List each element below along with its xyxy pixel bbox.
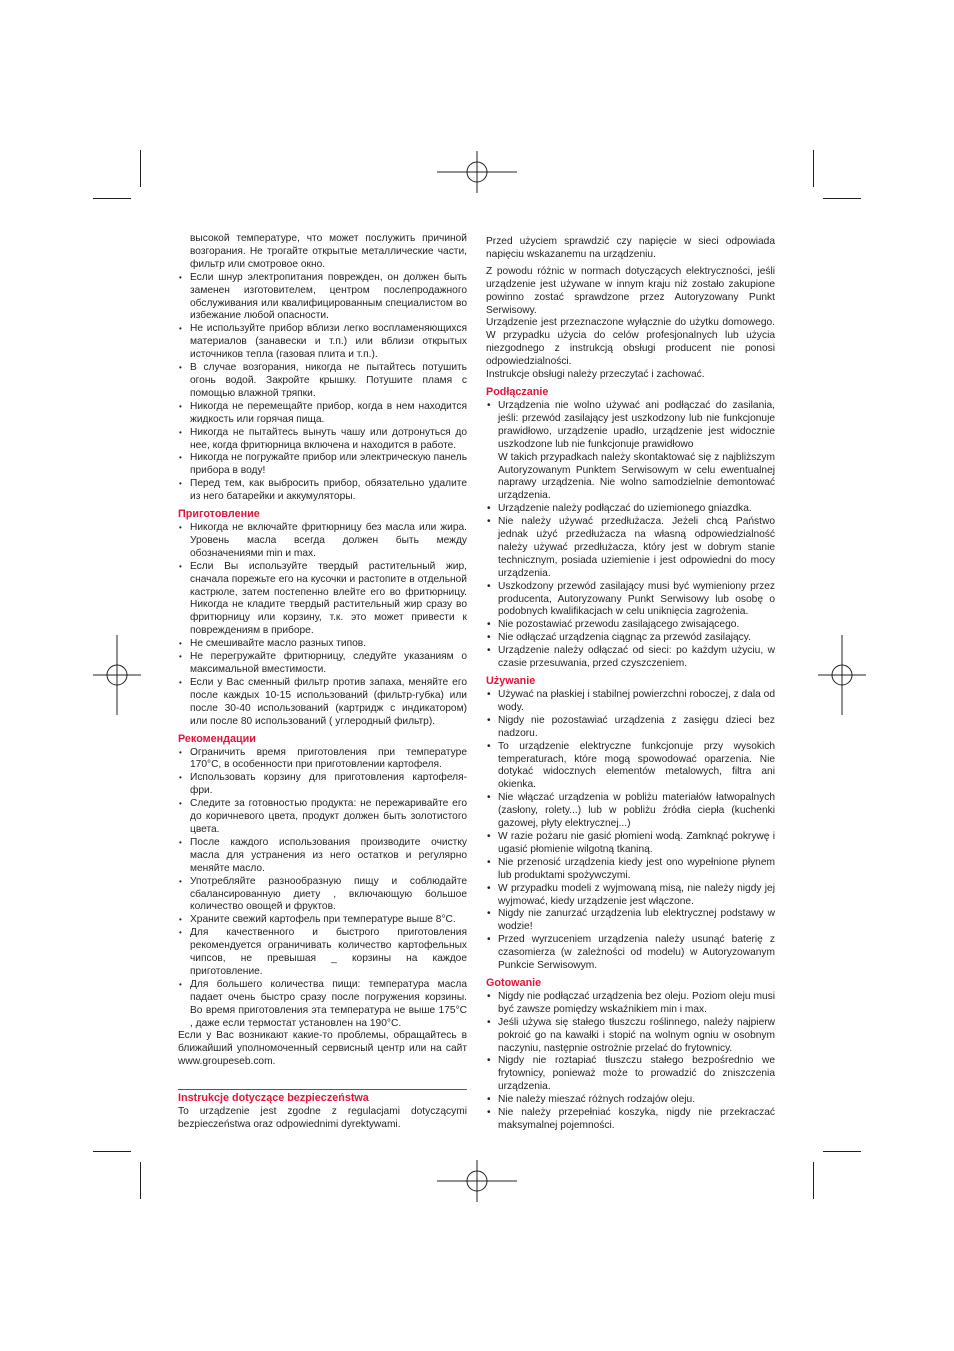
list-item: • Никогда не погружайте прибор или электрическую панель прибора в воду!: [178, 452, 467, 478]
list-item: • Urządzenie należy podłączać do uziemionego gniazdka.: [486, 503, 775, 516]
crop-mark: [93, 198, 131, 199]
paragraph: Если у Вас возникают какие-то проблемы, обращайтесь в ближайший уполномоченный сервисный центр или на сайт www.groupeseb.com.: [178, 1030, 467, 1068]
paragraph: Instrukcje obsługi należy przeczytać i zachować.: [486, 369, 705, 381]
crop-mark: [813, 150, 814, 187]
section-heading: Używanie: [486, 675, 536, 687]
list-item: • Nigdy nie podłączać urządzenia bez oleju. Poziom oleju musi być zawsze pomiędzy wskaźnikiem min i max.: [486, 991, 775, 1017]
list-item: • Przed wyrzuceniem urządzenia należy usunąć baterię z czasomierza (w zależności od modelu) w Autoryzowanym Punkcie Serwisowym.: [486, 934, 775, 973]
registration-mark-top: [437, 148, 517, 196]
safety-list: [178, 272, 467, 504]
cooking-list: [178, 522, 467, 729]
cook-list: [486, 991, 775, 1133]
left-column: [178, 233, 467, 1132]
paragraph: высокой температуре, что может послужить причиной возгорания. Не трогайте открытые металлические части, фильтр или смотровое окно.: [190, 233, 467, 270]
crop-mark: [823, 1151, 861, 1152]
paragraph: To urządzenie jest zgodne z regulacjami dotyczącymi bezpieczeństwa oraz odpowiednimi dyrektywami.: [178, 1106, 467, 1131]
list-item: • В случае возгорания, никогда не пытайтесь потушить огонь водой. Закройте крышку. Потушите пламя с помощью влажной тряпки.: [178, 362, 467, 401]
section-divider: [178, 1089, 467, 1090]
crop-mark: [140, 150, 141, 187]
list-item: • To urządzenie elektryczne funkcjonuje przy wysokich temperaturach, które mogą spowodować oparzenia. Nie dotykać widocznych elementów metalowych, filtra ani okienka.: [486, 741, 775, 793]
crop-mark: [813, 1162, 814, 1199]
list-item: • Перед тем, как выбросить прибор, обязательно удалите из него батарейки и аккумуляторы.: [178, 478, 467, 504]
list-item: • Следите за готовностью продукта: не пережаривайте его до коричневого цвета, продукт должен быть золотистого цвета.: [178, 798, 467, 837]
list-item: • W przypadku modeli z wyjmowaną misą, nie należy nigdy jej wyjmować, kiedy urządzenie jest włączone.: [486, 883, 775, 909]
list-item: • Для качественного и быстрого приготовления рекомендуется ограничивать количество картофельных чипсов, не превышая _ корзины на каждое приготовление.: [178, 927, 467, 979]
crop-mark: [93, 1151, 131, 1152]
list-item: • Если шнур электропитания поврежден, он должен быть заменен изготовителем, центром послепродажного обслуживания или квалифицированным специалистом во избежание любой опасности.: [178, 272, 467, 324]
list-item: • Nigdy nie pozostawiać urządzenia z zasięgu dzieci bez nadzoru.: [486, 715, 775, 741]
right-column: [486, 236, 775, 1133]
list-item: • Nie należy mieszać różnych rodzajów oleju.: [486, 1094, 775, 1107]
list-item: • Не используйте прибор вблизи легко воспламеняющихся материалов (занавески и т.п.) или вблизи открытых источников тепла (газовая плита и т.п.).: [178, 323, 467, 362]
list-item: • Nie przenosić urządzenia kiedy jest ono wypełnione płynem lub produktami spożywczymi.: [486, 857, 775, 883]
crop-mark: [140, 1162, 141, 1199]
list-item: • Если Вы используйте твердый растительный жир, сначала порежьте его на кусочки и растопите в отдельной кастрюле, затем постепенно влейте его во фритюрницу. Никогда не кладите твердый растительный жир сразу во фритюрницу или корзину, т.к. это может привести к повреждениям в приборе.: [178, 561, 467, 638]
list-item: • Nigdy nie roztapiać tłuszczu stałego bezpośrednio we frytownicy, ponieważ może to prowadzić do zniszczenia urządzenia.: [486, 1055, 775, 1094]
list-item: • Не перегружайте фритюрницу, следуйте указаниям о максимальной вместимости.: [178, 651, 467, 677]
list-item: • После каждого использования производите очистку масла для устранения из него остатков и регулярно меняйте масло.: [178, 837, 467, 876]
list-item: • Никогда не включайте фритюрницу без масла или жира. Уровень масла всегда должен быть между обозначениями min и max.: [178, 522, 467, 561]
list-item: • Храните свежий картофель при температуре выше 8°C.: [178, 914, 467, 927]
registration-mark-right: [818, 635, 866, 715]
list-item-text: • Urządzenia nie wolno używać ani podłączać do zasilania, jeśli: przewód zasilający jest uszkodzony lub nie funkcjonuje prawidłowo, urządzenie upadło, urządzenie jest widocznie uszkodzone lub nie funkcjonuje prawidłowo: [498, 399, 775, 450]
list-item: • Nie należy przepełniać koszyka, nigdy nie przekraczać maksymalnej pojemności.: [486, 1107, 775, 1133]
section-heading: Приготовление: [178, 508, 260, 521]
crop-mark: [823, 198, 861, 199]
list-item: • W razie pożaru nie gasić płomieni wodą. Zamknąć pokrywę i ugasić płomienie wilgotną tkaniną.: [486, 831, 775, 857]
list-item: • Если у Вас сменный фильтр против запаха, меняйте его после каждых 10-15 использований (фильтр-губка) или после 30-40 использований (картридж с индикатором) или после 80 использований ( углеродный фильтр).: [178, 677, 467, 729]
registration-mark-bottom: [437, 1157, 517, 1205]
list-item: [486, 400, 775, 503]
section-heading: Gotowanie: [486, 976, 542, 989]
list-item: • Nie odłączać urządzenia ciągnąc za przewód zasilający.: [486, 632, 775, 645]
list-item: • Ограничить время приготовления при температуре 170°C, в особенности при приготовлении картофеля.: [178, 747, 467, 773]
recommend-list: [178, 747, 467, 1031]
use-list: [486, 689, 775, 973]
list-item: • Nie pozostawiać przewodu zasilającego zwisającego.: [486, 619, 775, 632]
registration-mark-left: [93, 635, 141, 715]
list-item: • Uszkodzony przewód zasilający musi być wymieniony przez producenta, Autoryzowany Punkt Serwisowy lub osobę o podobnych kwalifikacjach w celu uniknięcia zagrożenia.: [486, 581, 775, 620]
list-item-subtext: W takich przypadkach należy skontaktować się z najbliższym Autoryzowanym Punktem Serwisowym w celu ewentualnej naprawy urządzenia. Nie wolno samodzielnie demontować urządzenia.: [498, 451, 775, 502]
paragraph: Przed użyciem sprawdzić czy napięcie w sieci odpowiada napięciu wskazanemu na urządzeniu.: [486, 236, 775, 260]
list-item: • Использовать корзину для приготовления картофеля-фри.: [178, 772, 467, 798]
connect-list: [486, 400, 775, 671]
list-item: • Не смешивайте масло разных типов.: [178, 638, 467, 651]
list-item: • Używać na płaskiej i stabilnej powierzchni roboczej, z dala od wody.: [486, 689, 775, 715]
list-item: • Jeśli używa się stałego tłuszczu roślinnego, należy najpierw pokroić go na kawałki i stopić na wolnym ogniu w osobnym naczyniu, następnie ostrożnie przelać do frytownicy.: [486, 1017, 775, 1056]
paragraph: Urządzenie jest przeznaczone wyłącznie do użytku domowego. W przypadku użycia do celów profesjonalnych lub użycia niezgodnego z instrukcją obsługi producent nie ponosi odpowiedzialności.: [486, 317, 775, 368]
section-heading: Рекомендации: [178, 732, 256, 745]
list-item: • Никогда не пытайтесь вынуть чашу или дотронуться до нее, когда фритюрница включена и находится в работе.: [178, 427, 467, 453]
list-item: • Urządzenie należy odłączać od sieci: po każdym użyciu, w czasie przesuwania, przed czyszczeniem.: [486, 645, 775, 671]
list-item: • Никогда не перемещайте прибор, когда в нем находится жидкость или горячая пища.: [178, 401, 467, 427]
list-item: • Употребляйте разнообразную пищу и соблюдайте сбалансированную диету , включающую большое количество овощей и фруктов.: [178, 876, 467, 915]
list-item: • Nigdy nie zanurzać urządzenia lub elektrycznej podstawy w wodzie!: [486, 908, 775, 934]
section-heading: Podłączanie: [486, 385, 549, 398]
list-item: • Nie włączać urządzenia w pobliżu materiałów łatwopalnych (zasłony, rolety...) lub w pobliżu źródła ciepła (kuchenki gazowej, płyty elektrycznej...): [486, 792, 775, 831]
list-item: • Для большего количества пищи: температура масла падает очень быстро сразу после погружения корзины. Во время приготовления эта температура не выше 175°C , даже если термостат установлен на 190°C.: [178, 979, 467, 1031]
paragraph: Z powodu różnic w normach dotyczących elektryczności, jeśli urządzenie jest używane w innym kraju niż zostało zakupione powinno zostać sprawdzone przez Autoryzowany Punkt Serwisowy.: [486, 265, 775, 316]
list-item: • Nie należy używać przedłużacza. Jeżeli chcą Państwo jednak użyć przedłużacza na własną odpowiedzialność należy używać przedłużacza, który jest w dobrym stanie technicznym, posiada uziemienie i jest odpowiedni do mocy urządzenia.: [486, 516, 775, 581]
section-heading: Instrukcje dotyczące bezpieczeństwa: [178, 1092, 369, 1105]
